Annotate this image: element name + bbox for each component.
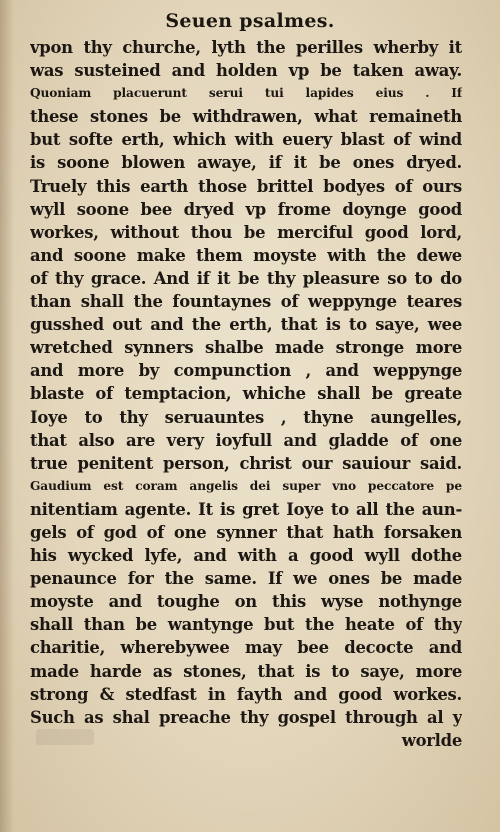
text-line: moyste and toughe on this wyse nothynge [30,592,462,612]
text-line: wyll soone bee dryed vp frome doynge good [30,199,462,219]
text-line: gels of god of one synner that hath forsaken [30,522,462,542]
text-line: blaste of temptacion, whiche shall be greate [30,384,462,404]
text-line: is soone blowen awaye, if it be ones dryed. [30,153,462,173]
text-line: wretched synners shalbe made stronge more [30,338,462,358]
faded-ink-smudge [36,729,94,745]
text-line: charitie, wherebywee may bee decocte and [30,638,462,658]
text-line: these stones be withdrawen, what remaineth [30,107,462,127]
text-line: that also are very ioyfull and gladde of one [30,430,462,450]
text-line: penaunce for the same. If we ones be made [30,569,462,589]
running-head: Seuen psalmes. [165,10,335,32]
text-line: nitentiam agente. It is gret Ioye to all the aun- [30,499,462,519]
text-line: strong & stedfast in fayth and good workes. [30,684,462,704]
text-line: and more by compunction , and weppynge [30,361,462,381]
text-line: vpon thy churche, lyth the perilles wherby it [30,38,462,57]
text-line: was susteined and holden vp be taken away. [30,61,462,81]
text-line: true penitent person, christ our sauiour said. [30,453,462,473]
catchword: worlde [401,730,462,750]
text-line: gusshed out and the erth, that is to saye, wee [30,315,462,335]
text-line: but softe erth, which with euery blast of wind [30,130,462,150]
text-line: of thy grace. And if it be thy pleasure so to do [30,268,462,288]
text-line: workes, without thou be merciful good lord, [30,222,462,242]
text-line: made harde as stones, that is to saye, more [30,661,462,681]
text-block [30,36,462,752]
text-line: than shall the fountaynes of weppynge teares [30,292,462,312]
latin-line: Quoniam placuerunt serui tui lapides eius . If [30,86,462,101]
latin-line: Gaudium est coram angelis dei super vno peccatore pe [30,478,462,493]
text-line: shall than be wantynge but the heate of thy [30,615,462,635]
text-line: his wycked lyfe, and with a good wyll dothe [30,546,462,566]
page-gutter-shadow [0,0,14,832]
text-line: Ioye to thy seruauntes , thyne aungelles, [30,407,462,427]
text-line: and soone make them moyste with the dewe [30,245,462,265]
text-line: Such as shal preache thy gospel through al y [30,707,462,727]
text-line: Truely this earth those brittel bodyes of ours [30,176,462,196]
